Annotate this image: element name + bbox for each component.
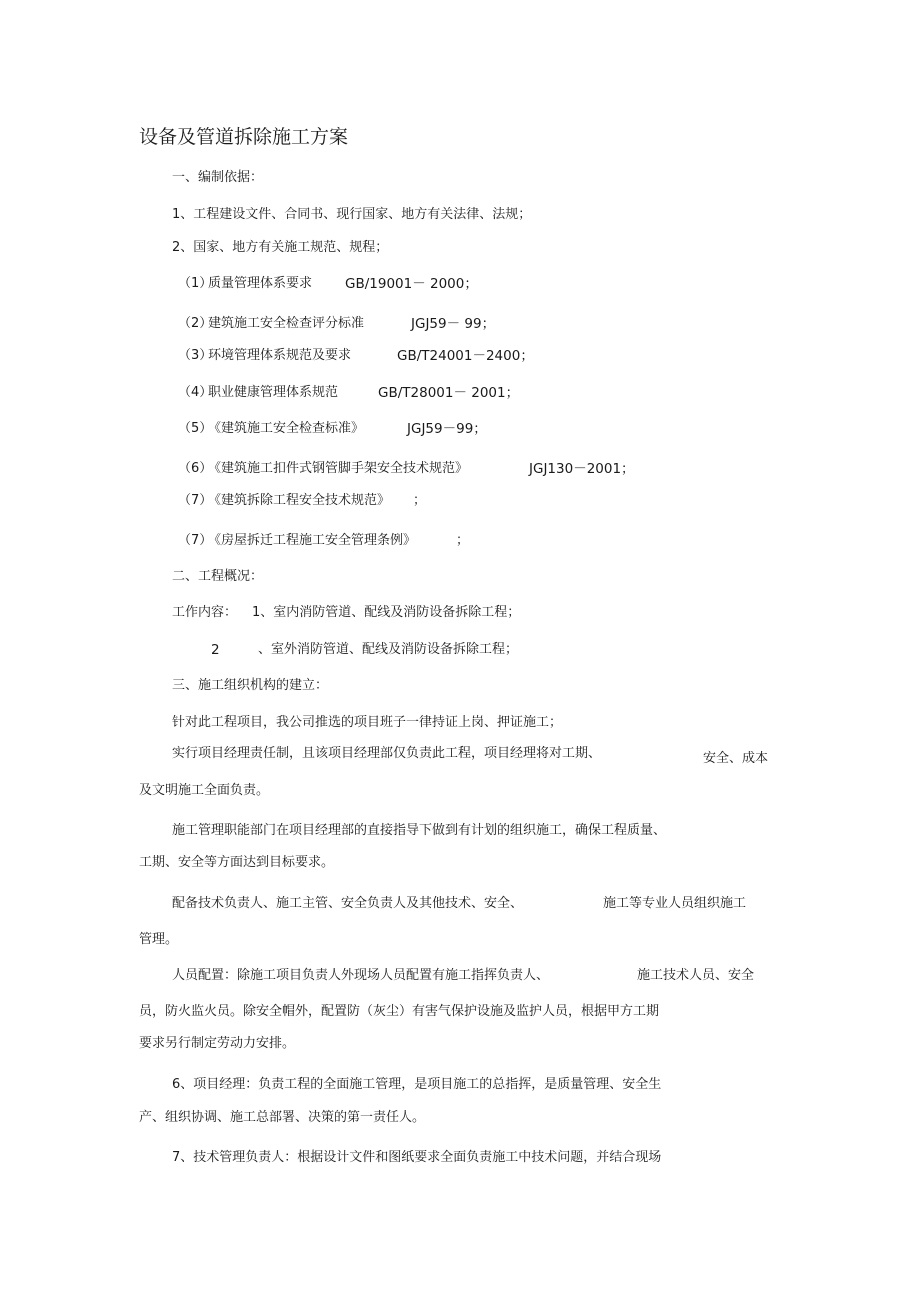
standard-code: JGJ59－99； xyxy=(407,421,487,437)
standard-code: GB/19001－ 2000； xyxy=(345,276,478,292)
standard-name: 《建筑拆除工程安全技术规范》 xyxy=(208,493,391,508)
work-item-2-number: 2 xyxy=(211,642,220,658)
paragraph-departments-line-2: 工期、安全等方面达到目标要求。 xyxy=(139,855,335,870)
standard-code: JGJ59－ 99； xyxy=(411,316,496,332)
document-title: 设备及管道拆除施工方案 xyxy=(139,126,349,148)
standard-number: （3） xyxy=(178,348,213,363)
paragraph-responsibility-line-1: 实行项目经理责任制，且该项目经理部仅负责此工程，项目经理将对工期、 xyxy=(172,746,602,761)
work-item-1: 1、室内消防管道、配线及消防设备拆除工程； xyxy=(252,605,521,620)
paragraph-personnel-line-2: 员，防火监火员。除安全帽外，配置防（灰尘）有害气保护设施及监护人员，根据甲方工期 xyxy=(139,1004,660,1019)
work-content-label: 工作内容： xyxy=(172,605,238,620)
paragraph-personnel-line-1: 人员配置：除施工项目负责人外现场人员配置有施工指挥负责人、 xyxy=(172,968,550,983)
standard-name: 质量管理体系要求 xyxy=(208,276,313,291)
paragraph-project-manager-line-2: 产、组织协调、施工总部署、决策的第一责任人。 xyxy=(139,1110,426,1125)
standard-name: 环境管理体系规范及要求 xyxy=(208,348,352,363)
paragraph-responsibility-line-1-end: 安全、成本 xyxy=(703,751,769,766)
standard-code: GB/T24001－2400； xyxy=(397,348,534,364)
standard-code: ； xyxy=(456,533,470,548)
basis-item-1: 1、工程建设文件、合同书、现行国家、地方有关法律、法规； xyxy=(172,207,532,222)
paragraph-staffing-line-1-end: 施工等专业人员组织施工 xyxy=(603,896,747,911)
standard-number: （4） xyxy=(178,385,213,400)
standard-number: （5） xyxy=(178,421,213,436)
standard-number: （7） xyxy=(178,493,213,508)
paragraph-responsibility-line-2: 及文明施工全面负责。 xyxy=(139,783,270,798)
standard-name: 职业健康管理体系规范 xyxy=(208,385,339,400)
standard-name: 《建筑施工扣件式钢管脚手架安全技术规范》 xyxy=(208,461,469,476)
standard-name: 《建筑施工安全检查标准》 xyxy=(208,421,365,436)
section-3-heading: 三、施工组织机构的建立： xyxy=(172,678,329,693)
paragraph-personnel-line-1-end: 施工技术人员、安全 xyxy=(637,968,755,983)
standard-name: 建筑施工安全检查评分标准 xyxy=(208,316,365,331)
standard-number: （7） xyxy=(178,533,213,548)
paragraph-departments-line-1: 施工管理职能部门在项目经理部的直接指导下做到有计划的组织施工，确保工程质量、 xyxy=(172,823,667,838)
standard-code: GB/T28001－ 2001； xyxy=(378,385,520,401)
paragraph-staffing-line-2: 管理。 xyxy=(139,932,179,947)
work-item-2: 、室外消防管道、配线及消防设备拆除工程； xyxy=(258,642,519,657)
paragraph-technical-manager-line-1: 7、技术管理负责人：根据设计文件和图纸要求全面负责施工中技术问题，并结合现场 xyxy=(172,1150,662,1165)
basis-item-2: 2、国家、地方有关施工规范、规程； xyxy=(172,240,389,255)
standard-code: JGJ130－2001； xyxy=(529,461,635,477)
paragraph-personnel-line-3: 要求另行制定劳动力安排。 xyxy=(139,1036,296,1051)
standard-number: （6） xyxy=(178,461,213,476)
standard-number: （1） xyxy=(178,276,213,291)
section-2-heading: 二、工程概况： xyxy=(172,569,264,584)
paragraph-project-manager-line-1: 6、项目经理：负责工程的全面施工管理，是项目施工的总指挥，是质量管理、安全生 xyxy=(172,1077,662,1092)
standard-code: ； xyxy=(413,493,427,508)
standard-number: （2） xyxy=(178,316,213,331)
paragraph-team: 针对此工程项目，我公司推选的项目班子一律持证上岗、押证施工； xyxy=(172,715,563,730)
standard-name: 《房屋拆迁工程施工安全管理条例》 xyxy=(208,533,417,548)
section-1-heading: 一、编制依据： xyxy=(172,170,264,185)
paragraph-staffing-line-1: 配备技术负责人、施工主管、安全负责人及其他技术、安全、 xyxy=(172,896,524,911)
